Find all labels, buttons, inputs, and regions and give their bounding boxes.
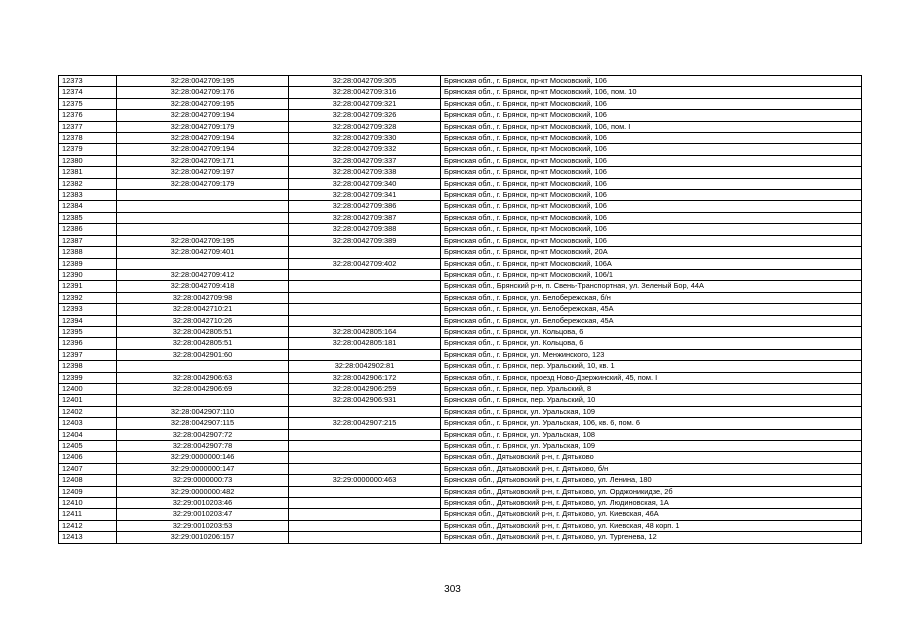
object-cadastral-number-cell	[289, 315, 441, 326]
address-cell: Брянская обл., г. Брянск, пр-кт Московский, 106	[441, 110, 862, 121]
object-cadastral-number-cell	[289, 498, 441, 509]
address-cell: Брянская обл., г. Брянск, пр-кт Московский, 106	[441, 212, 862, 223]
land-plot-cadastral-number-cell: 32:28:0042709:194	[117, 133, 289, 144]
row-number-cell: 12373	[59, 76, 117, 87]
object-cadastral-number-cell	[289, 441, 441, 452]
land-plot-cadastral-number-cell: 32:28:0042907:110	[117, 406, 289, 417]
row-number-cell: 12397	[59, 349, 117, 360]
table-row	[59, 361, 862, 372]
address-cell: Брянская обл., г. Брянск, пр-кт Московский, 106	[441, 76, 862, 87]
land-plot-cadastral-number-cell	[117, 361, 289, 372]
object-cadastral-number-cell	[289, 304, 441, 315]
row-number-cell: 12385	[59, 212, 117, 223]
table-row	[59, 235, 862, 246]
table-row	[59, 121, 862, 132]
object-cadastral-number-cell	[289, 247, 441, 258]
land-plot-cadastral-number-cell: 32:28:0042805:51	[117, 338, 289, 349]
row-number-cell: 12387	[59, 235, 117, 246]
row-number-cell: 12377	[59, 121, 117, 132]
land-plot-cadastral-number-cell: 32:29:0010203:46	[117, 498, 289, 509]
land-plot-cadastral-number-cell: 32:29:0010203:53	[117, 520, 289, 531]
table-row	[59, 190, 862, 201]
address-cell: Брянская обл., г. Брянск, пр-кт Московский, 20А	[441, 247, 862, 258]
row-number-cell: 12379	[59, 144, 117, 155]
land-plot-cadastral-number-cell: 32:28:0042907:72	[117, 429, 289, 440]
row-number-cell: 12390	[59, 269, 117, 280]
table-row	[59, 281, 862, 292]
address-cell: Брянская обл., г. Брянск, ул. Белобережская, 45А	[441, 315, 862, 326]
land-plot-cadastral-number-cell: 32:28:0042709:418	[117, 281, 289, 292]
land-plot-cadastral-number-cell: 32:29:0010203:47	[117, 509, 289, 520]
land-plot-cadastral-number-cell: 32:28:0042907:115	[117, 418, 289, 429]
row-number-cell: 12412	[59, 520, 117, 531]
row-number-cell: 12392	[59, 292, 117, 303]
table-row	[59, 258, 862, 269]
land-plot-cadastral-number-cell	[117, 258, 289, 269]
object-cadastral-number-cell	[289, 269, 441, 280]
address-cell: Брянская обл., г. Брянск, пр-кт Московский, 106	[441, 235, 862, 246]
row-number-cell: 12380	[59, 155, 117, 166]
table-row	[59, 155, 862, 166]
table-row	[59, 338, 862, 349]
row-number-cell: 12413	[59, 532, 117, 543]
object-cadastral-number-cell	[289, 406, 441, 417]
table-row	[59, 372, 862, 383]
table-row	[59, 167, 862, 178]
row-number-cell: 12407	[59, 463, 117, 474]
row-number-cell: 12389	[59, 258, 117, 269]
row-number-cell: 12383	[59, 190, 117, 201]
object-cadastral-number-cell: 32:28:0042709:326	[289, 110, 441, 121]
row-number-cell: 12405	[59, 441, 117, 452]
address-cell: Брянская обл., Дятьковский р-н, г. Дятьково, ул. Людиновская, 1А	[441, 498, 862, 509]
land-plot-cadastral-number-cell: 32:28:0042710:26	[117, 315, 289, 326]
object-cadastral-number-cell: 32:28:0042902:81	[289, 361, 441, 372]
cadastral-table	[58, 75, 862, 544]
address-cell: Брянская обл., г. Брянск, пр-кт Московский, 106	[441, 201, 862, 212]
object-cadastral-number-cell: 32:28:0042709:386	[289, 201, 441, 212]
land-plot-cadastral-number-cell: 32:28:0042906:69	[117, 383, 289, 394]
land-plot-cadastral-number-cell: 32:28:0042709:98	[117, 292, 289, 303]
land-plot-cadastral-number-cell	[117, 395, 289, 406]
land-plot-cadastral-number-cell	[117, 190, 289, 201]
table-row	[59, 201, 862, 212]
address-cell: Брянская обл., г. Брянск, пр-кт Московский, 106, пом. I	[441, 121, 862, 132]
table-row	[59, 247, 862, 258]
land-plot-cadastral-number-cell: 32:28:0042709:195	[117, 98, 289, 109]
object-cadastral-number-cell	[289, 520, 441, 531]
address-cell: Брянская обл., г. Брянск, пр-кт Московский, 106	[441, 167, 862, 178]
land-plot-cadastral-number-cell: 32:28:0042710:21	[117, 304, 289, 315]
row-number-cell: 12393	[59, 304, 117, 315]
row-number-cell: 12401	[59, 395, 117, 406]
address-cell: Брянская обл., Дятьковский р-н, г. Дятьково, ул. Орджоникидзе, 2б	[441, 486, 862, 497]
land-plot-cadastral-number-cell	[117, 212, 289, 223]
land-plot-cadastral-number-cell: 32:28:0042907:78	[117, 441, 289, 452]
address-cell: Брянская обл., Дятьковский р-н, г. Дятьково, ул. Киевская, 48 корп. 1	[441, 520, 862, 531]
address-cell: Брянская обл., г. Брянск, ул. Кольцова, 6	[441, 326, 862, 337]
address-cell: Брянская обл., Дятьковский р-н, г. Дятьково, б/н	[441, 463, 862, 474]
land-plot-cadastral-number-cell: 32:28:0042901:60	[117, 349, 289, 360]
table-row	[59, 406, 862, 417]
table-row	[59, 418, 862, 429]
table-row	[59, 178, 862, 189]
object-cadastral-number-cell: 32:28:0042709:332	[289, 144, 441, 155]
table-row	[59, 315, 862, 326]
land-plot-cadastral-number-cell: 32:29:0010206:157	[117, 532, 289, 543]
address-cell: Брянская обл., Дятьковский р-н, г. Дятьково, ул. Ленина, 180	[441, 475, 862, 486]
address-cell: Брянская обл., г. Брянск, ул. Кольцова, 6	[441, 338, 862, 349]
land-plot-cadastral-number-cell: 32:28:0042709:179	[117, 121, 289, 132]
land-plot-cadastral-number-cell: 32:28:0042709:179	[117, 178, 289, 189]
table-row	[59, 486, 862, 497]
land-plot-cadastral-number-cell: 32:28:0042709:194	[117, 110, 289, 121]
object-cadastral-number-cell	[289, 452, 441, 463]
address-cell: Брянская обл., Дятьковский р-н, г. Дятьково, ул. Тургенева, 12	[441, 532, 862, 543]
row-number-cell: 12406	[59, 452, 117, 463]
address-cell: Брянская обл., г. Брянск, пр-кт Московский, 106А	[441, 258, 862, 269]
page-number: 303	[444, 584, 461, 595]
row-number-cell: 12396	[59, 338, 117, 349]
land-plot-cadastral-number-cell: 32:29:0000000:147	[117, 463, 289, 474]
object-cadastral-number-cell: 32:28:0042805:164	[289, 326, 441, 337]
table-row	[59, 144, 862, 155]
address-cell: Брянская обл., г. Брянск, пр-кт Московский, 106	[441, 178, 862, 189]
table-row	[59, 429, 862, 440]
address-cell: Брянская обл., г. Брянск, пер. Уральский, 10, кв. 1	[441, 361, 862, 372]
row-number-cell: 12404	[59, 429, 117, 440]
object-cadastral-number-cell: 32:28:0042805:181	[289, 338, 441, 349]
row-number-cell: 12399	[59, 372, 117, 383]
cadastral-table-body	[59, 76, 862, 544]
land-plot-cadastral-number-cell	[117, 224, 289, 235]
object-cadastral-number-cell: 32:28:0042709:337	[289, 155, 441, 166]
land-plot-cadastral-number-cell: 32:28:0042805:51	[117, 326, 289, 337]
table-row	[59, 520, 862, 531]
table-row	[59, 395, 862, 406]
table-row	[59, 212, 862, 223]
object-cadastral-number-cell	[289, 532, 441, 543]
address-cell: Брянская обл., г. Брянск, ул. Белобережская, 45А	[441, 304, 862, 315]
land-plot-cadastral-number-cell: 32:28:0042709:197	[117, 167, 289, 178]
address-cell: Брянская обл., г. Брянск, ул. Уральская, 106, кв. 6, пом. 6	[441, 418, 862, 429]
row-number-cell: 12374	[59, 87, 117, 98]
land-plot-cadastral-number-cell: 32:29:0000000:73	[117, 475, 289, 486]
table-row	[59, 98, 862, 109]
object-cadastral-number-cell	[289, 349, 441, 360]
object-cadastral-number-cell: 32:28:0042709:402	[289, 258, 441, 269]
table-row	[59, 110, 862, 121]
address-cell: Брянская обл., Дятьковский р-н, г. Дятьково, ул. Киевская, 46А	[441, 509, 862, 520]
table-row	[59, 441, 862, 452]
row-number-cell: 12411	[59, 509, 117, 520]
land-plot-cadastral-number-cell: 32:28:0042906:63	[117, 372, 289, 383]
row-number-cell: 12376	[59, 110, 117, 121]
row-number-cell: 12381	[59, 167, 117, 178]
address-cell: Брянская обл., Брянский р-н, п. Свень-Транспортная, ул. Зеленый Бор, 44А	[441, 281, 862, 292]
row-number-cell: 12398	[59, 361, 117, 372]
object-cadastral-number-cell: 32:28:0042709:338	[289, 167, 441, 178]
object-cadastral-number-cell: 32:28:0042709:389	[289, 235, 441, 246]
object-cadastral-number-cell	[289, 463, 441, 474]
table-row	[59, 76, 862, 87]
table-row	[59, 133, 862, 144]
table-row	[59, 269, 862, 280]
land-plot-cadastral-number-cell: 32:29:0000000:482	[117, 486, 289, 497]
address-cell: Брянская обл., г. Брянск, пр-кт Московский, 106/1	[441, 269, 862, 280]
address-cell: Брянская обл., г. Брянск, пр-кт Московский, 106	[441, 133, 862, 144]
address-cell: Брянская обл., г. Брянск, ул. Уральская, 109	[441, 406, 862, 417]
row-number-cell: 12410	[59, 498, 117, 509]
land-plot-cadastral-number-cell: 32:29:0000000:146	[117, 452, 289, 463]
row-number-cell: 12409	[59, 486, 117, 497]
object-cadastral-number-cell	[289, 292, 441, 303]
land-plot-cadastral-number-cell: 32:28:0042709:176	[117, 87, 289, 98]
table-row	[59, 475, 862, 486]
land-plot-cadastral-number-cell: 32:28:0042709:401	[117, 247, 289, 258]
table-row	[59, 349, 862, 360]
land-plot-cadastral-number-cell: 32:28:0042709:194	[117, 144, 289, 155]
object-cadastral-number-cell	[289, 281, 441, 292]
row-number-cell: 12386	[59, 224, 117, 235]
object-cadastral-number-cell: 32:28:0042709:321	[289, 98, 441, 109]
object-cadastral-number-cell	[289, 486, 441, 497]
table-row	[59, 87, 862, 98]
object-cadastral-number-cell: 32:28:0042709:316	[289, 87, 441, 98]
table-row	[59, 383, 862, 394]
object-cadastral-number-cell: 32:28:0042709:305	[289, 76, 441, 87]
land-plot-cadastral-number-cell: 32:28:0042709:171	[117, 155, 289, 166]
table-row	[59, 509, 862, 520]
row-number-cell: 12400	[59, 383, 117, 394]
object-cadastral-number-cell: 32:28:0042709:328	[289, 121, 441, 132]
row-number-cell: 12382	[59, 178, 117, 189]
address-cell: Брянская обл., г. Брянск, пр-кт Московский, 106, пом. 10	[441, 87, 862, 98]
object-cadastral-number-cell: 32:28:0042709:387	[289, 212, 441, 223]
object-cadastral-number-cell: 32:28:0042709:340	[289, 178, 441, 189]
land-plot-cadastral-number-cell: 32:28:0042709:195	[117, 235, 289, 246]
address-cell: Брянская обл., г. Брянск, пр-кт Московский, 106	[441, 155, 862, 166]
table-row	[59, 304, 862, 315]
address-cell: Брянская обл., г. Брянск, пр-кт Московский, 106	[441, 224, 862, 235]
address-cell: Брянская обл., г. Брянск, ул. Уральская, 108	[441, 429, 862, 440]
object-cadastral-number-cell	[289, 429, 441, 440]
table-row	[59, 463, 862, 474]
address-cell: Брянская обл., г. Брянск, пр-кт Московский, 106	[441, 98, 862, 109]
address-cell: Брянская обл., г. Брянск, ул. Уральская, 109	[441, 441, 862, 452]
land-plot-cadastral-number-cell: 32:28:0042709:412	[117, 269, 289, 280]
object-cadastral-number-cell: 32:28:0042709:330	[289, 133, 441, 144]
address-cell: Брянская обл., г. Брянск, пр-кт Московский, 106	[441, 144, 862, 155]
address-cell: Брянская обл., г. Брянск, пер. Уральский, 10	[441, 395, 862, 406]
object-cadastral-number-cell	[289, 509, 441, 520]
row-number-cell: 12378	[59, 133, 117, 144]
row-number-cell: 12388	[59, 247, 117, 258]
row-number-cell: 12403	[59, 418, 117, 429]
row-number-cell: 12402	[59, 406, 117, 417]
table-row	[59, 452, 862, 463]
address-cell: Брянская обл., г. Брянск, пер. Уральский, 8	[441, 383, 862, 394]
table-row	[59, 532, 862, 543]
address-cell: Брянская обл., г. Брянск, проезд Ново-Дзержинский, 45, пом. I	[441, 372, 862, 383]
address-cell: Брянская обл., г. Брянск, пр-кт Московский, 106	[441, 190, 862, 201]
object-cadastral-number-cell: 32:28:0042907:215	[289, 418, 441, 429]
row-number-cell: 12395	[59, 326, 117, 337]
table-row	[59, 326, 862, 337]
object-cadastral-number-cell: 32:28:0042709:341	[289, 190, 441, 201]
land-plot-cadastral-number-cell	[117, 201, 289, 212]
table-row	[59, 498, 862, 509]
address-cell: Брянская обл., Дятьковский р-н, г. Дятьково	[441, 452, 862, 463]
row-number-cell: 12384	[59, 201, 117, 212]
object-cadastral-number-cell: 32:29:0000000:463	[289, 475, 441, 486]
land-plot-cadastral-number-cell: 32:28:0042709:195	[117, 76, 289, 87]
object-cadastral-number-cell: 32:28:0042906:259	[289, 383, 441, 394]
table-row	[59, 224, 862, 235]
row-number-cell: 12408	[59, 475, 117, 486]
row-number-cell: 12391	[59, 281, 117, 292]
row-number-cell: 12375	[59, 98, 117, 109]
table-row	[59, 292, 862, 303]
address-cell: Брянская обл., г. Брянск, ул. Менжинского, 123	[441, 349, 862, 360]
object-cadastral-number-cell: 32:28:0042906:931	[289, 395, 441, 406]
object-cadastral-number-cell: 32:28:0042709:388	[289, 224, 441, 235]
address-cell: Брянская обл., г. Брянск, ул. Белобережская, б/н	[441, 292, 862, 303]
row-number-cell: 12394	[59, 315, 117, 326]
object-cadastral-number-cell: 32:28:0042906:172	[289, 372, 441, 383]
